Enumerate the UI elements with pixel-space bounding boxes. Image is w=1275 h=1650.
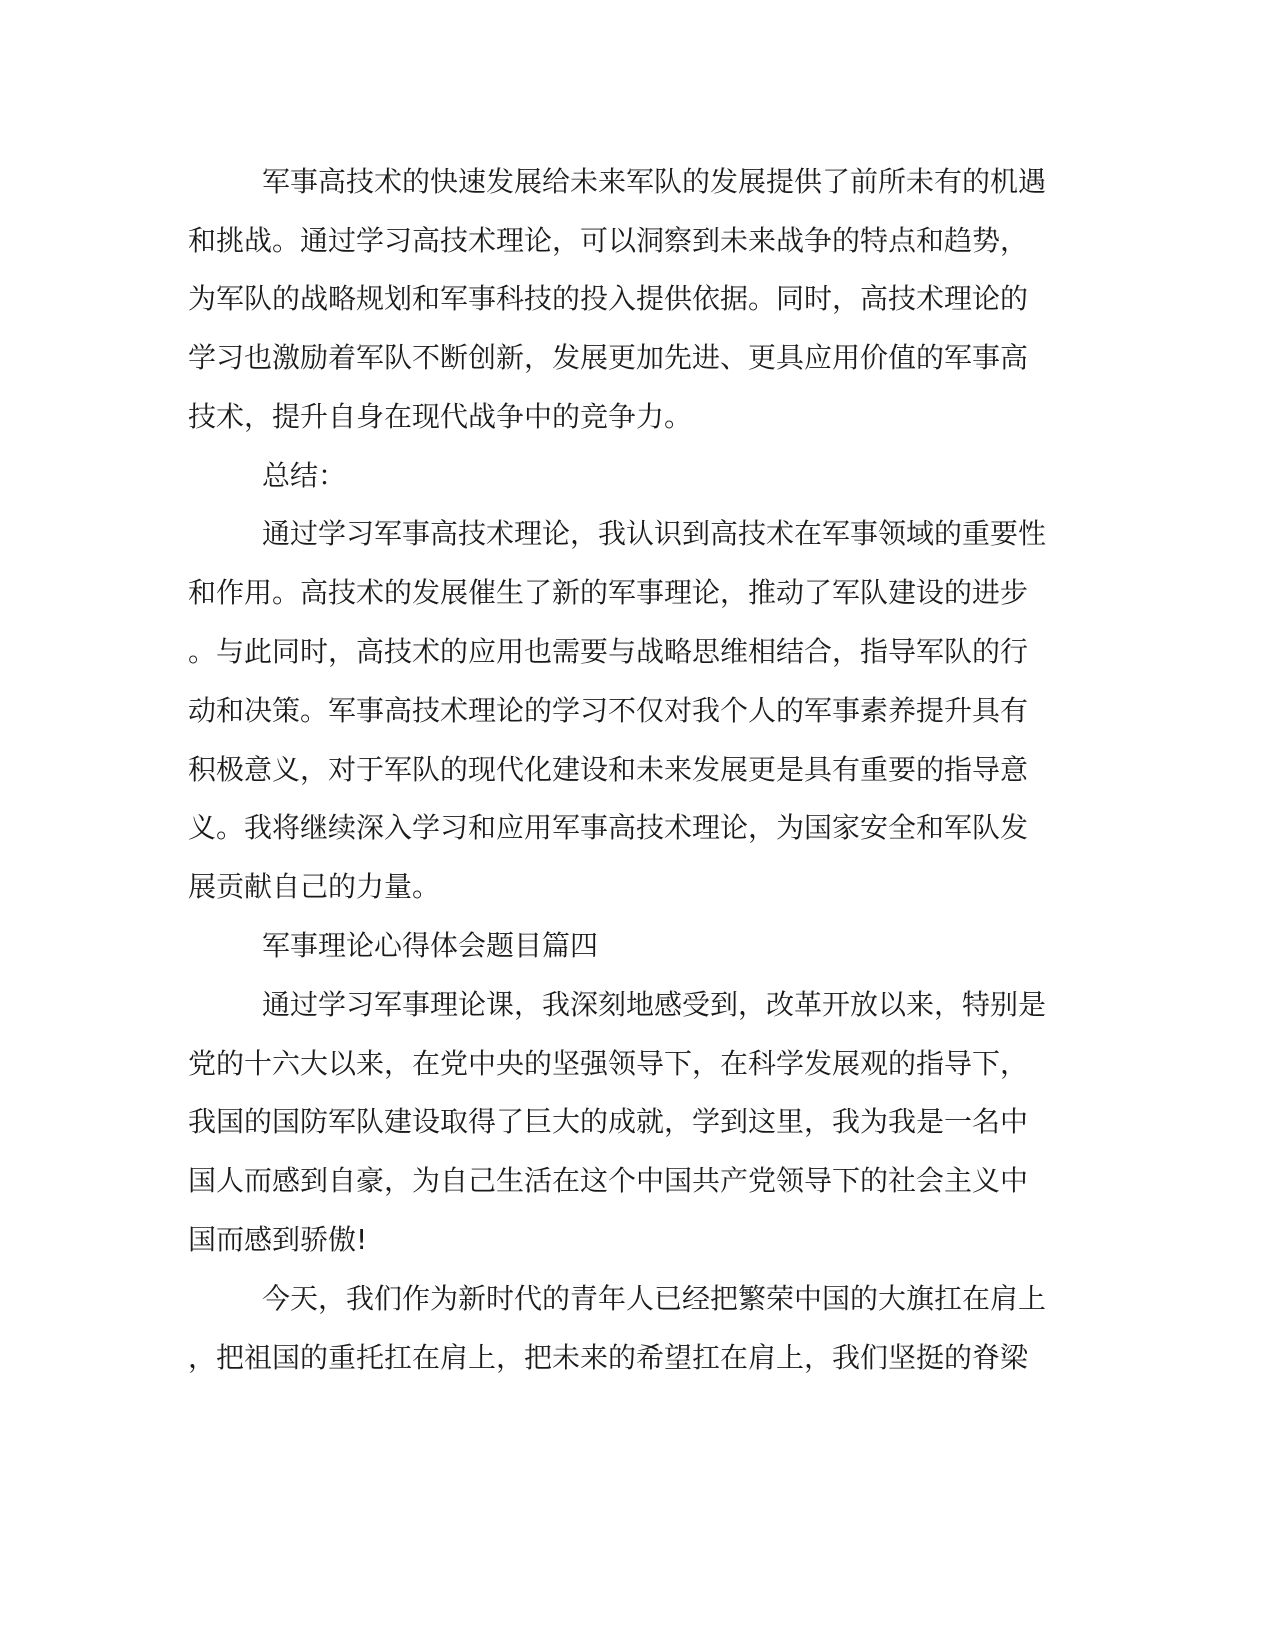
paragraph-line: 军事高技术的快速发展给未来军队的发展提供了前所未有的机遇 [262, 165, 1047, 198]
paragraph-line: 义。我将继续深入学习和应用军事高技术理论，为国家安全和军队发 [188, 811, 1029, 844]
paragraph-line: 国而感到骄傲! [188, 1223, 368, 1256]
paragraph-line: 展贡献自己的力量。 [188, 870, 441, 903]
paragraph-line: 动和决策。军事高技术理论的学习不仅对我个人的军事素养提升具有 [188, 694, 1029, 727]
paragraph-line: 国人而感到自豪，为自己生活在这个中国共产党领导下的社会主义中 [188, 1164, 1029, 1197]
paragraph-line: 我国的国防军队建设取得了巨大的成就，学到这里，我为我是一名中 [188, 1105, 1029, 1138]
paragraph-line: 今天，我们作为新时代的青年人已经把繁荣中国的大旗扛在肩上 [262, 1282, 1047, 1315]
paragraph-line: 通过学习军事理论课，我深刻地感受到，改革开放以来，特别是 [262, 988, 1047, 1021]
paragraph-line: 积极意义，对于军队的现代化建设和未来发展更是具有重要的指导意 [188, 753, 1029, 786]
paragraph-line: 为军队的战略规划和军事科技的投入提供依据。同时，高技术理论的 [188, 282, 1029, 315]
paragraph-line: 通过学习军事高技术理论，我认识到高技术在军事领域的重要性 [262, 517, 1047, 550]
paragraph-line: 党的十六大以来，在党中央的坚强领导下，在科学发展观的指导下， [188, 1047, 1029, 1080]
paragraph-line: 和挑战。通过学习高技术理论，可以洞察到未来战争的特点和趋势， [188, 224, 1029, 257]
paragraph-line: 技术，提升自身在现代战争中的竞争力。 [188, 400, 693, 433]
paragraph-line: ，把祖国的重托扛在肩上，把未来的希望扛在肩上，我们坚挺的脊梁 [188, 1341, 1029, 1374]
paragraph-line: 和作用。高技术的发展催生了新的军事理论，推动了军队建设的进步 [188, 576, 1029, 609]
summary-heading: 总结： [262, 459, 347, 492]
paragraph-line: 。与此同时，高技术的应用也需要与战略思维相结合，指导军队的行 [188, 635, 1029, 668]
section-title: 军事理论心得体会题目篇四 [262, 929, 599, 962]
paragraph-line: 学习也激励着军队不断创新，发展更加先进、更具应用价值的军事高 [188, 341, 1029, 374]
